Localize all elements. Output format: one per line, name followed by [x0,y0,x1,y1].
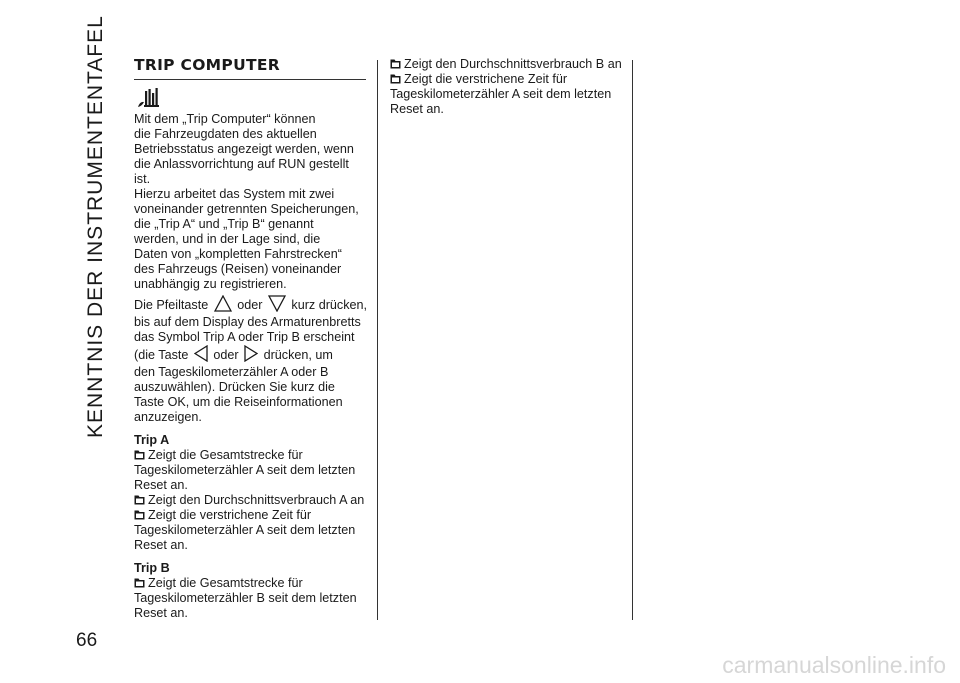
intro-line: die Anlassvorrichtung auf RUN gestellt [134,157,349,171]
intro-line: des Fahrzeugs (Reisen) voneinander [134,262,342,276]
list-item-text: Reset an. [134,538,188,552]
section-title: TRIP COMPUTER [134,56,280,74]
arrow-up-icon [214,295,232,312]
folder-bullet-icon [134,449,145,460]
column-divider-left [377,60,378,620]
column-divider-right [632,60,633,620]
watermark: carmanualsonline.info [722,652,946,678]
folder-bullet-icon [134,509,145,520]
folder-bullet-icon [134,577,145,588]
intro-line: die Fahrzeugdaten des aktuellen [134,127,317,141]
arrow-line-text: den Tageskilometerzähler A oder B [134,365,329,379]
arrow-line-text: anzuzeigen. [134,410,202,424]
list-item: Zeigt den Durchschnittsverbrauch A an [134,493,366,508]
arrow-down-icon [268,295,286,312]
list-item-text: Tageskilometerzähler A seit dem letzten [134,463,356,477]
intro-paragraph [134,112,366,292]
list-item-text: Reset an. [390,102,444,116]
folder-bullet-icon [390,73,401,84]
folder-bullet-icon [134,494,145,505]
list-item: Zeigt die Gesamtstrecke für [134,576,366,591]
trip-a-list [134,448,366,553]
arrow-line-text: Taste OK, um die Reiseinformationen [134,395,343,409]
intro-line: Hierzu arbeitet das System mit zwei [134,187,335,201]
trip-b-list-part1 [134,576,366,621]
list-item-text: Reset an. [134,606,188,620]
intro-line: ist. [134,172,151,186]
right-column [390,57,626,117]
intro-line: unabhängig zu registrieren. [134,277,287,291]
list-item: Zeigt die verstrichene Zeit für [390,72,626,87]
arrow-right-icon [244,345,258,362]
arrow-line-text: oder [213,348,239,362]
list-item: Zeigt die Gesamtstrecke für [134,448,366,463]
section-title-rule [134,79,366,80]
list-item: Zeigt den Durchschnittsverbrauch B an [390,57,626,72]
list-item-text: Tageskilometerzähler A seit dem letzten [390,87,612,101]
list-item: Zeigt die verstrichene Zeit für [134,508,366,523]
intro-line: voneinander getrennten Speicherungen, [134,202,359,216]
arrow-line-text: auszuwählen). Drücken Sie kurz die [134,380,335,394]
list-item-text: Tageskilometerzähler B seit dem letzten [134,591,357,605]
list-item-text: Reset an. [134,478,188,492]
arrow-line-text: Die Pfeiltaste [134,298,209,312]
chapter-side-title: KENNTNIS DER INSTRUMENTENTAFEL [84,15,107,438]
intro-line: Mit dem „Trip Computer“ können [134,112,316,126]
arrow-line-text: bis auf dem Display des Armaturenbretts [134,315,361,329]
left-column [134,56,366,621]
intro-line: werden, und in der Lage sind, die [134,232,321,246]
folder-bullet-icon [390,58,401,69]
car-equipment-icon [136,87,160,109]
arrow-line-text: kurz drücken, [291,298,368,312]
arrow-line-text: drücken, um [263,348,333,362]
arrow-line-text: das Symbol Trip A oder Trip B erscheint [134,330,355,344]
intro-line: die „Trip A“ und „Trip B“ genannt [134,217,314,231]
arrow-line-text: (die Taste [134,348,189,362]
list-item-text: Tageskilometerzähler A seit dem letzten [134,523,356,537]
intro-line: Betriebsstatus angezeigt werden, wenn [134,142,354,156]
intro-line: Daten von „kompletten Fahrstrecken“ [134,247,342,261]
arrow-line-text: oder [237,298,263,312]
trip-b-heading: Trip B [134,561,170,575]
arrow-key-paragraph [134,295,366,425]
page-number: 66 [76,630,98,651]
trip-a-heading: Trip A [134,433,170,447]
arrow-left-icon [194,345,208,362]
